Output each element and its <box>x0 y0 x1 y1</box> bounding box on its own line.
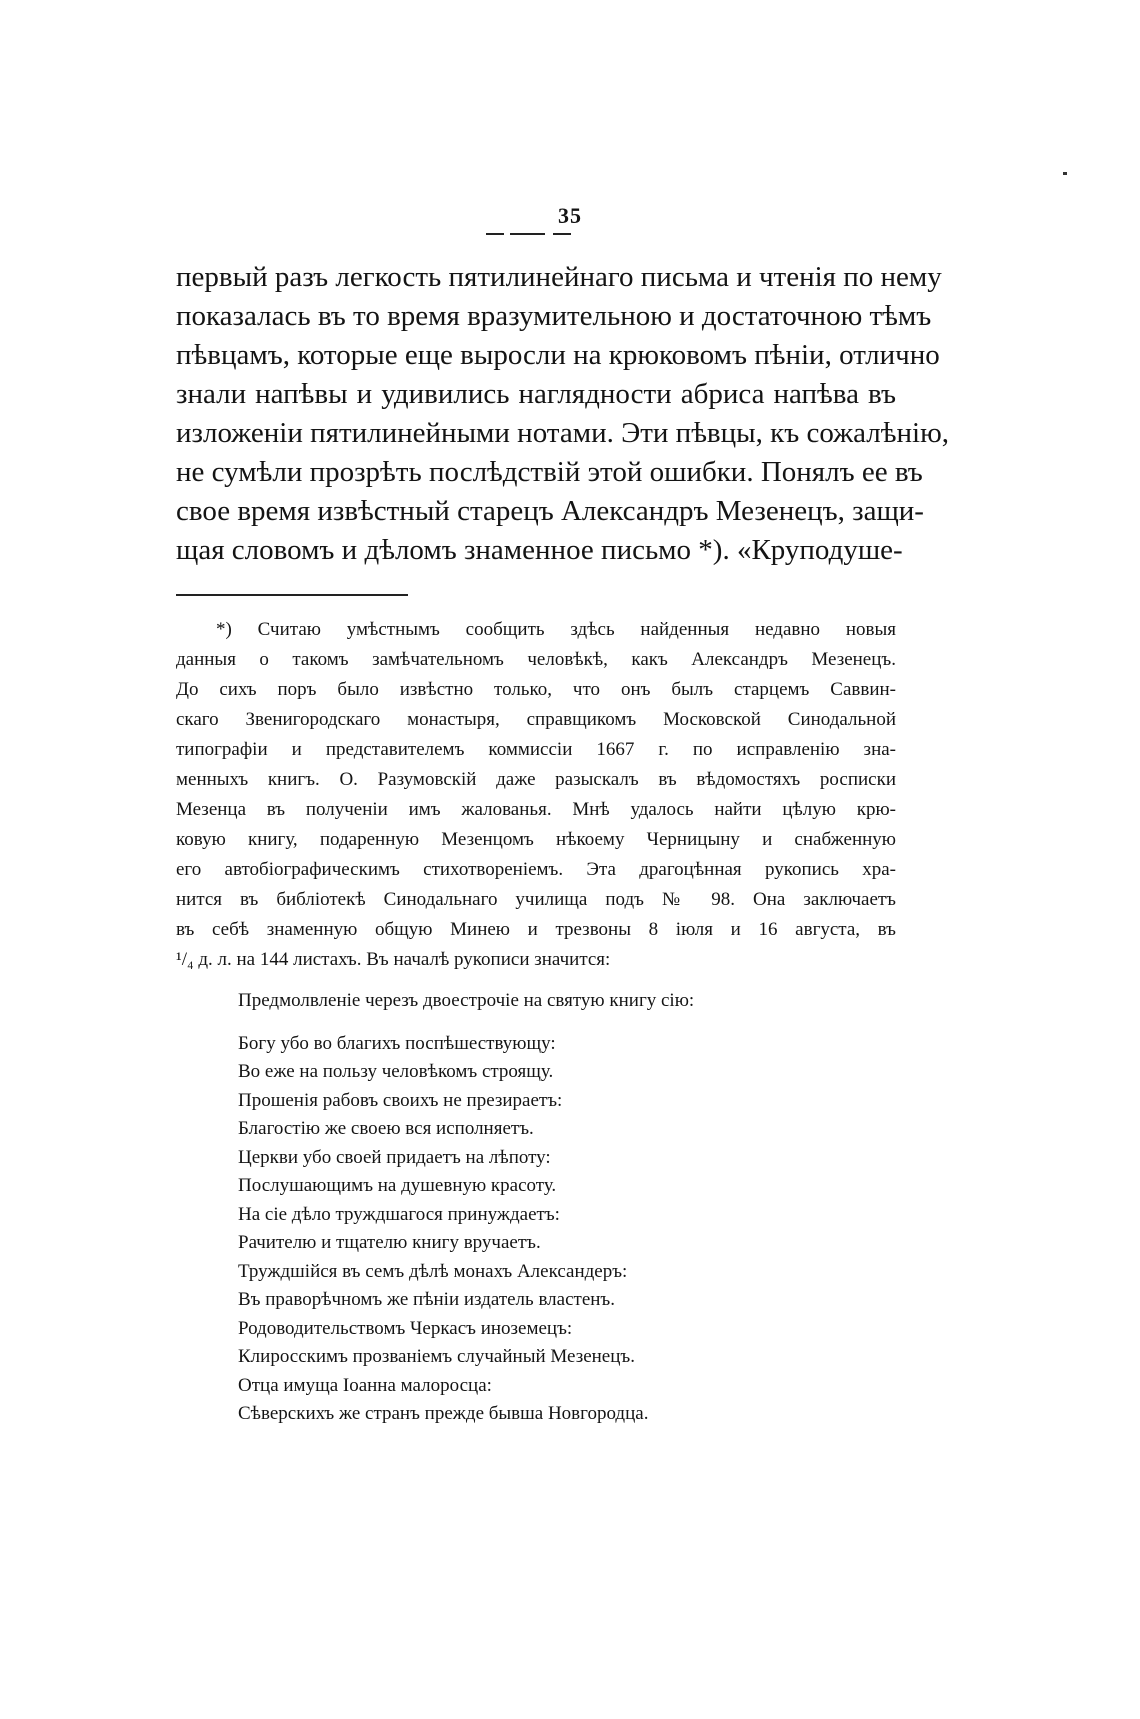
footnote-line: *) Считаю умѣстнымъ сообщить здѣсь найденныя недавно новыя <box>216 619 896 640</box>
main-line: знали напѣвы и удивились наглядности абриса напѣва въ <box>176 378 896 410</box>
footnote-line: нится въ библіотекѣ Синодальнаго училища подъ № 98. Она заключаетъ <box>176 889 896 910</box>
footnote-line: типографіи и представителемъ коммиссіи 1667 г. по исправленію зна- <box>176 739 896 760</box>
poem-verse: Богу убо во благихъ поспѣшествующу: <box>238 1032 556 1054</box>
poem-verse: Рачителю и тщателю книгу вручаетъ. <box>238 1232 541 1253</box>
main-line: пѣвцамъ, которые еще выросли на крюковомъ пѣніи, отлично <box>176 339 940 371</box>
poem-verse: Благостію же своею вся исполняетъ. <box>238 1118 534 1139</box>
footnote-line: Мезенца въ полученіи имъ жалованья. Мнѣ удалось найти цѣлую крю- <box>176 799 896 820</box>
footnote-line: его автобіографическимъ стихотвореніемъ. Эта драгоцѣнная рукопись хра- <box>176 859 896 880</box>
poem-verse: Во еже на пользу человѣкомъ строящу. <box>238 1061 554 1082</box>
main-paragraph <box>176 258 949 570</box>
poem-verse: Отца имуща Іоанна малоросца: <box>238 1374 492 1396</box>
poem-intro: Предмолвленіе черезъ двоестрочіе на святую книгу сію: <box>238 990 695 1011</box>
poem-verse: Родоводительствомъ Черкасъ иноземецъ: <box>238 1317 573 1339</box>
poem-verse: Прошенія рабовъ своихъ не презираетъ: <box>238 1089 563 1111</box>
poem-verse: Въ праворѣчномъ же пѣніи издатель властенъ. <box>238 1289 615 1310</box>
poem-verse: Клиросскимъ прозваніемъ случайный Мезенецъ. <box>238 1346 635 1367</box>
footnote-line: менныхъ книгъ. О. Разумовскій даже разыскалъ въ вѣдомостяхъ росписки <box>176 769 896 790</box>
footnote-line: ковую книгу, подаренную Мезенцомъ нѣкоему Черницыну и снабженную <box>176 829 896 850</box>
footnote-line: ¹/₄ д. л. на 144 листахъ. Въ началѣ рукописи значится: <box>176 949 611 970</box>
poem-verse: Послушающимъ на душевную красоту. <box>238 1175 557 1196</box>
scan-speck <box>1063 172 1067 175</box>
poem-verse: Труждшійся въ семъ дѣлѣ монахъ Александеръ: <box>238 1260 628 1282</box>
page-number: 35 <box>558 203 582 228</box>
page-number-dash-left <box>486 233 504 235</box>
poem-verse: Церкви убо своей придаетъ на лѣпоту: <box>238 1146 551 1168</box>
footnote-line: скаго Звенигородскаго монастыря, справщикомъ Московской Синодальной <box>176 709 896 730</box>
footnote-line: данныя о такомъ замѣчательномъ человѣкѣ, какъ Александръ Мезенецъ. <box>176 649 896 670</box>
footnote-separator <box>176 594 408 596</box>
footnote-line: въ себѣ знаменную общую Минею и трезвоны 8 іюля и 16 августа, въ <box>176 919 896 940</box>
main-line: щая словомъ и дѣломъ знаменное письмо *). «Круподуше- <box>176 534 903 566</box>
footnote-line: До сихъ поръ было извѣстно только, что онъ былъ старцемъ Саввин- <box>176 679 896 700</box>
main-line: показалась въ то время вразумительною и достаточною тѣмъ <box>176 300 932 332</box>
main-line: первый разъ легкость пятилинейнаго письма и чтенія по нему <box>176 261 942 293</box>
main-line: изложеніи пятилинейными нотами. Эти пѣвцы, къ сожалѣнію, <box>176 417 949 449</box>
main-line: не сумѣли прозрѣть послѣдствій этой ошибки. Понялъ ее въ <box>176 456 923 488</box>
footnote <box>176 615 896 975</box>
main-line: свое время извѣстный старецъ Александръ Мезенецъ, защи- <box>176 495 924 527</box>
poem-verse: Сѣверскихъ же странъ прежде бывша Новгородца. <box>238 1403 649 1424</box>
poem-verse: На сіе дѣло труждшагося принуждаетъ: <box>238 1203 560 1225</box>
page-number-dash-right <box>553 233 571 235</box>
poem <box>238 987 798 1429</box>
page-number-dash-middle <box>510 233 545 235</box>
